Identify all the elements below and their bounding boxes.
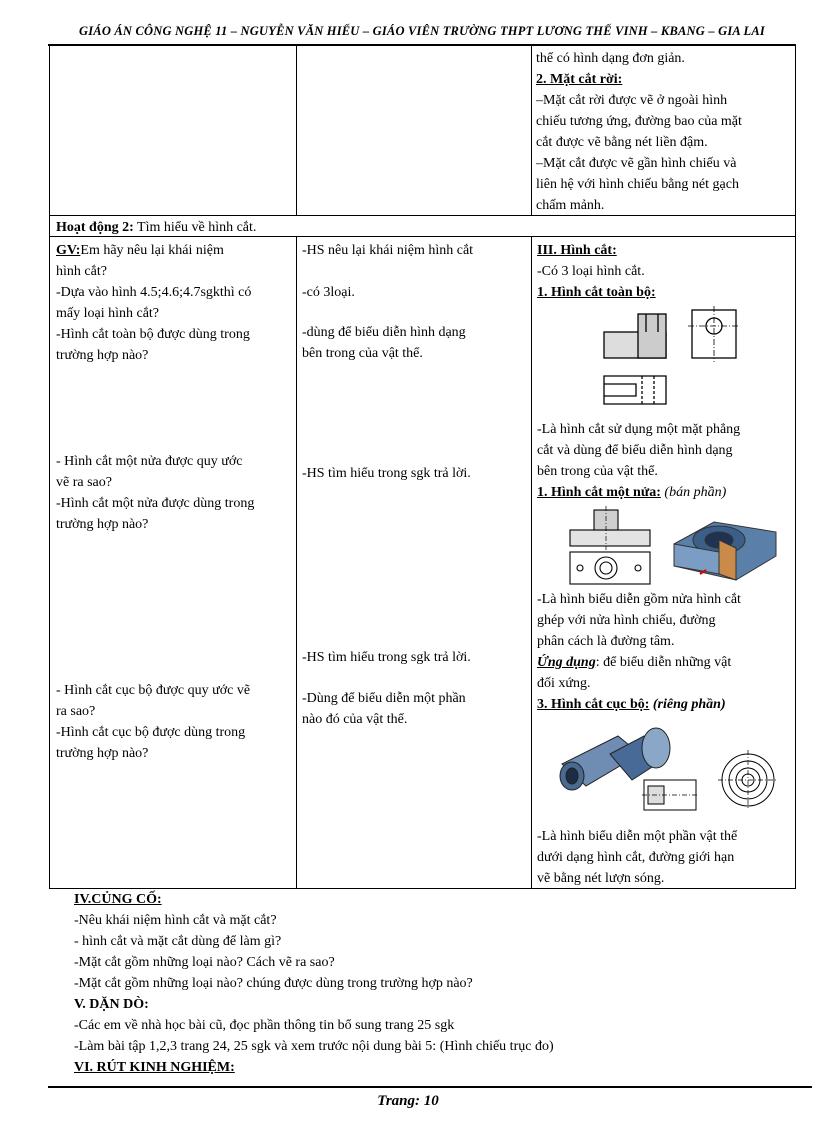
footer-line	[48, 1086, 812, 1088]
ung-dung-label: Ứng dụng	[537, 655, 596, 670]
table-divider-2	[531, 45, 532, 215]
heading-cuc-bo: 3. Hình cắt cục bộ:	[537, 697, 650, 712]
half-section-figure	[564, 504, 786, 590]
content-top: III. Hình cắt: -Có 3 loại hình cắt. 1. Hình cắt toàn bộ:	[537, 243, 656, 300]
content-toan-bo: -Là hình cắt sử dụng một mặt phẳng cắt và dùng để biểu diễn hình dạng bên trong của vật thể. 1. Hình cắt một nửa: (bán phần)	[537, 422, 741, 500]
hs-a6: -Dùng để biểu diễn một phần nào đó của vật thể.	[302, 691, 466, 727]
table-divider-1	[296, 45, 297, 215]
table-border-right	[795, 45, 796, 889]
table-divider-2b	[531, 236, 532, 889]
hs-a1: -HS nêu lại khái niệm hình cắt	[302, 243, 474, 258]
dan-do-title: V. DẶN DÒ:	[74, 997, 149, 1012]
hs-a5: -HS tìm hiểu trong sgk trả lời.	[302, 650, 471, 665]
page-number: Trang: 10	[377, 1093, 439, 1109]
full-section-figure	[596, 304, 772, 414]
top-right-cell: thể có hình dạng đơn giản. 2. Mặt cắt rời: –Mặt cắt rời được vẽ ở ngoài hình chiếu tương ứng, đường bao của mặt cắt được vẽ bằng nét liền đậm. –Mặt cắt được vẽ gần hình chiếu và liên hệ với hình chiếu bằng nét gạch chấm mảnh.	[536, 51, 742, 213]
hs-a3: -dùng để biểu diễn hình dạng bên trong của vật thể.	[302, 325, 466, 361]
heading-toan-bo: 1. Hình cắt toàn bộ:	[537, 285, 656, 300]
gv-column: GV:Em hãy nêu lại khái niệm hình cắt? -Dựa vào hình 4.5;4.6;4.7sgkthì có mấy loại hình cắt? -Hình cắt toàn bộ được dùng trong trường hợp nào?	[56, 243, 252, 363]
cung-co-section: IV.CỦNG CỐ: -Nêu khái niệm hình cắt và mặt cắt? - hình cắt và mặt cắt dùng để làm gì? -Mặt cắt gồm những loại nào? Cách vẽ ra sao? -Mặt cắt gồm những loại nào? chúng được dùng trong trường hợp nào? V. DẶN DÒ: -Các em về nhà học bài cũ, đọc phần thông tin bổ sung trang 25 sgk -Làm bài tập 1,2,3 trang 24, 25 sgk và xem trước nội dung bài 5: (Hình chiếu trục đo) VI. RÚT KINH NGHIỆM:	[74, 889, 794, 1078]
page-header: GIÁO ÁN CÔNG NGHỆ 11 – NGUYỄN VĂN HIẾU – GIÁO VIÊN TRƯỜNG THPT LƯƠNG THẾ VINH – KBANG – GIA LAI	[48, 24, 796, 46]
content-cuc-bo: -Là hình biểu diễn một phần vật thể dưới dạng hình cắt, đường giới hạn vẽ bằng nét lượn sóng.	[537, 829, 738, 886]
gv-label: GV:	[56, 243, 81, 258]
section-title: III. Hình cắt:	[537, 243, 617, 258]
activity-row: Hoạt động 2: Tìm hiểu về hình cắt.	[56, 220, 257, 235]
gv-q4: - Hình cắt một nửa được quy ước vẽ ra sao? -Hình cắt một nửa được dùng trong trường hợp nào?	[56, 454, 255, 532]
local-section-figure	[548, 724, 788, 824]
content-mot-nua: -Là hình biểu diễn gồm nửa hình cắt ghép với nửa hình chiếu, đường phân cách là đường tâm. Ứng dụng: để biểu diễn những vật đối xứng. 3. Hình cắt cục bộ: (riêng phần)	[537, 592, 741, 712]
table-divider-1b	[296, 236, 297, 889]
table-border-left	[49, 45, 50, 889]
rut-kinh-nghiem: VI. RÚT KINH NGHIỆM:	[74, 1060, 235, 1075]
heading-mot-nua: 1. Hình cắt một nửa:	[537, 485, 661, 500]
gv-q6: - Hình cắt cục bộ được quy ước vẽ ra sao? -Hình cắt cục bộ được dùng trong trường hợp nào?	[56, 683, 251, 761]
heading-mat-cat-roi: 2. Mặt cắt rời:	[536, 72, 623, 87]
hs-a4: -HS tìm hiểu trong sgk trả lời.	[302, 466, 471, 481]
cung-co-title: IV.CỦNG CỐ:	[74, 892, 162, 907]
hs-a2: -có 3loại.	[302, 285, 355, 300]
